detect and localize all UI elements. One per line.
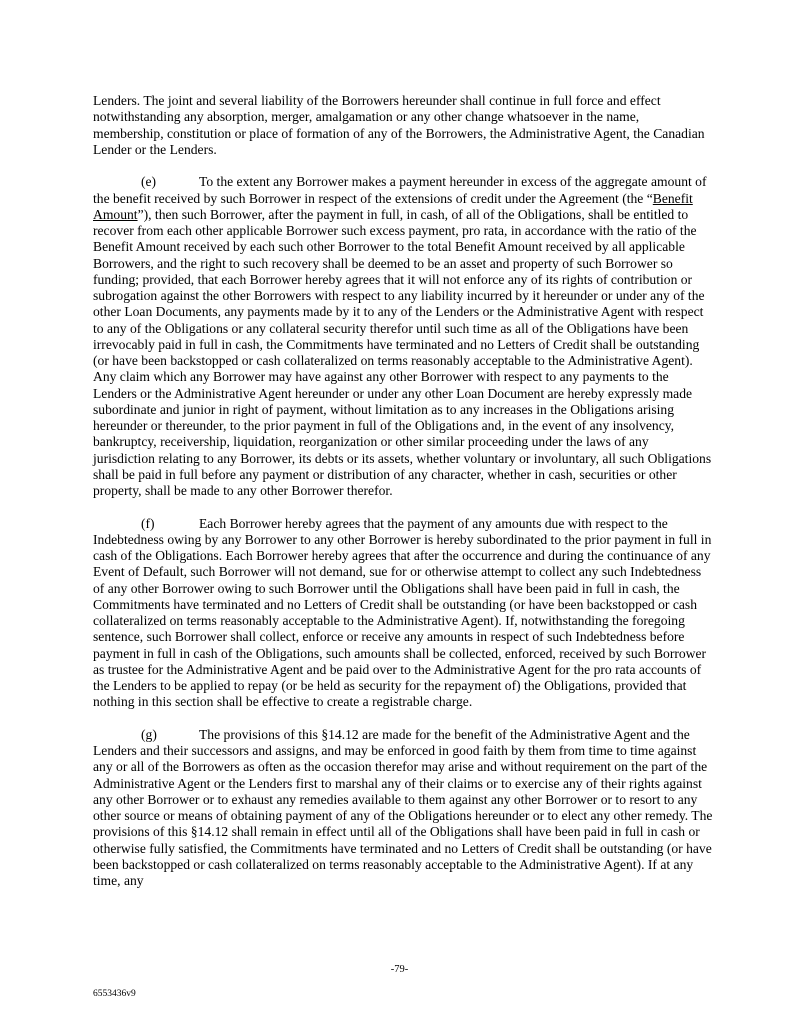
- paragraph-e-text-after: ”), then such Borrower, after the payment in full, in cash, of all of the Obligations, shall be entitled to recover from each other applicable Borrower such excess payment, pro rata, in accordance with the ratio of the Benefit Amount received by each such other Borrower to the total Benefit Amount received by all applicable Borrowers, and the right to such recovery shall be deemed to be an asset and property of such Borrower so funding; provided, that each Borrower hereby agrees that it will not enforce any of its rights of contribution or subrogation against the other Borrowers with respect to any liability incurred by it hereunder or under any of the other Loan Documents, any payments made by it to any of the Lenders or the Administrative Agent with respect to any of the Obligations or any collateral security therefor until such time as all of the Obligations have been irrevocably paid in full in cash, the Commitments have terminated and no Letters of Credit shall be outstanding (or have been backstopped or cash collateralized on terms reasonably acceptable to the Administrative Agent). Any claim which any Borrower may have against any other Borrower with respect to any payments to the Lenders or the Administrative Agent hereunder or under any other Loan Document are hereby expressly made subordinate and junior in right of payment, without limitation as to any increases in the Obligations arising hereunder or thereunder, to the prior payment in full of the Obligations and, in the event of any insolvency, bankruptcy, receivership, liquidation, reorganization or other similar proceeding under the laws of any jurisdiction relating to any Borrower, its debts or its assets, whether voluntary or involuntary, all such Obligations shall be paid in full before any payment or distribution of any character, whether in cash, securities or other property, shall be made to any other Borrower therefor.: [93, 206, 712, 498]
- paragraph-continued: Lenders. The joint and several liability of the Borrowers hereunder shall continue in full force and effect notwithstanding any absorption, merger, amalgamation or any other change whatsoever in the name, membership, constitution or place of formation of any of the Borrowers, the Administrative Agent, the Canadian Lender or the Lenders.: [93, 93, 705, 157]
- benefit-amount-term: Benefit Amount: [93, 190, 693, 222]
- paragraph-g: [93, 727, 713, 890]
- paragraph-f: [93, 516, 713, 711]
- paragraph-e-label: (e): [141, 174, 157, 190]
- paragraph-f-text: Each Borrower hereby agrees that the payment of any amounts due with respect to the Indebtedness owing by any Borrower to any other Borrower is hereby subordinated to the prior payment in full in cash of the Obligations. Each Borrower hereby agrees that after the occurrence and during the continuance of any Event of Default, such Borrower will not demand, sue for or otherwise attempt to collect any such Indebtedness of any other Borrower owing to such Borrower until the Obligations shall have been paid in full in cash, the Commitments have terminated and no Letters of Credit shall be outstanding (or have been backstopped or cash collateralized on terms reasonably acceptable to the Administrative Agent). If, notwithstanding the foregoing sentence, such Borrower shall collect, enforce or receive any amounts in respect of such Indebtedness before payment in full in cash of the Obligations, such amounts shall be collected, enforced, received by such Borrower as trustee for the Administrative Agent and be paid over to the Administrative Agent for the pro rata accounts of the Lenders to be applied to repay (or be held as security for the repayment of) the Obligations, provided that nothing in this section shall be effective to create a registrable charge.: [93, 515, 712, 710]
- document-id: 6553436v9: [93, 989, 136, 999]
- paragraph-e-text-before: To the extent any Borrower makes a payment hereunder in excess of the aggregate amount of the benefit received by such Borrower in respect of the extensions of credit under the Agreement (the “: [93, 174, 707, 206]
- document-page: [93, 93, 713, 906]
- paragraph-g-text: The provisions of this §14.12 are made for the benefit of the Administrative Agent and the Lenders and their successors and assigns, and may be enforced in good faith by them from time to time against any or all of the Borrowers as often as the occasion therefor may arise and without requirement on the part of the Administrative Agent or the Lenders first to marshal any of their claims or to exercise any of their rights against any other Borrower or to exhaust any remedies available to them against any other Borrower or to resort to any other source or means of obtaining payment of any of the Obligations hereunder or to elect any other remedy. The provisions of this §14.12 shall remain in effect until all of the Obligations shall have been paid in full in cash or otherwise fully satisfied, the Commitments have terminated and no Letters of Credit shall be outstanding (or have been backstopped or cash collateralized on terms reasonably acceptable to the Administrative Agent). If at any time, any: [93, 726, 713, 888]
- paragraph-e: [93, 174, 713, 499]
- paragraph-f-label: (f): [141, 515, 155, 531]
- page-number: -79-: [390, 964, 409, 975]
- paragraph-g-label: (g): [141, 726, 157, 742]
